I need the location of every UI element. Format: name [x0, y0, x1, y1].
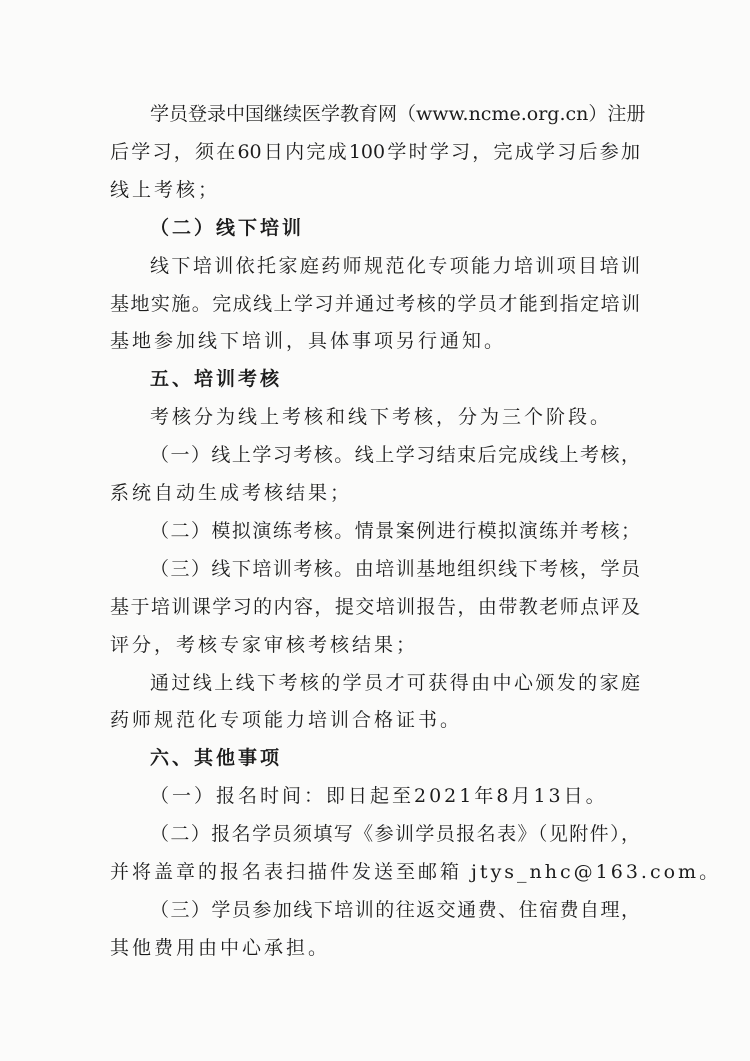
section-heading: 五、培训考核 [150, 368, 283, 391]
text-line: 药师规范化专项能力培训合格证书。 [110, 709, 463, 732]
text-line: 线上考核； [110, 178, 221, 201]
text-line: （三）学员参加线下培训的往返交通费、住宿费自理， [150, 898, 640, 921]
text-line: 基于培训课学习的内容，提交培训报告，由带教老师点评及 [110, 595, 640, 618]
text-line: 线下培训依托家庭药师规范化专项能力培训项目培训 [150, 254, 640, 277]
text-line: （二）模拟演练考核。情景案例进行模拟演练并考核； [150, 519, 640, 542]
text-line: 其他费用由中心承担。 [110, 936, 331, 959]
text-line: （三）线下培训考核。由培训基地组织线下考核，学员 [150, 557, 640, 580]
section-heading: （二）线下培训 [150, 216, 305, 239]
text-line: 后学习，须在60日内完成100学时学习，完成学习后参加 [110, 140, 640, 163]
text-line: （二）报名学员须填写《参训学员报名表》（见附件）， [150, 823, 640, 846]
text-line: （一）线上学习考核。线上学习结束后完成线上考核， [150, 444, 640, 467]
text-line: （一）报名时间：即日起至2021年8月13日。 [150, 785, 608, 808]
text-line: 基地实施。完成线上学习并通过考核的学员才能到指定培训 [110, 292, 640, 315]
text-line: 评分，考核专家审核考核结果； [110, 633, 419, 656]
text-line: 基地参加线下培训，具体事项另行通知。 [110, 330, 507, 353]
text-line: 并将盖章的报名表扫描件发送至邮箱 jtys_nhc@163.com。 [110, 861, 722, 883]
text-line: 考核分为线上考核和线下考核，分为三个阶段。 [150, 406, 613, 429]
section-heading: 六、其他事项 [150, 747, 283, 770]
text-line: 系统自动生成考核结果； [110, 482, 353, 504]
text-line: 通过线上线下考核的学员才可获得由中心颁发的家庭 [150, 671, 640, 694]
text-line: 学员登录中国继续医学教育网（www.ncme.org.cn）注册 [150, 103, 646, 125]
